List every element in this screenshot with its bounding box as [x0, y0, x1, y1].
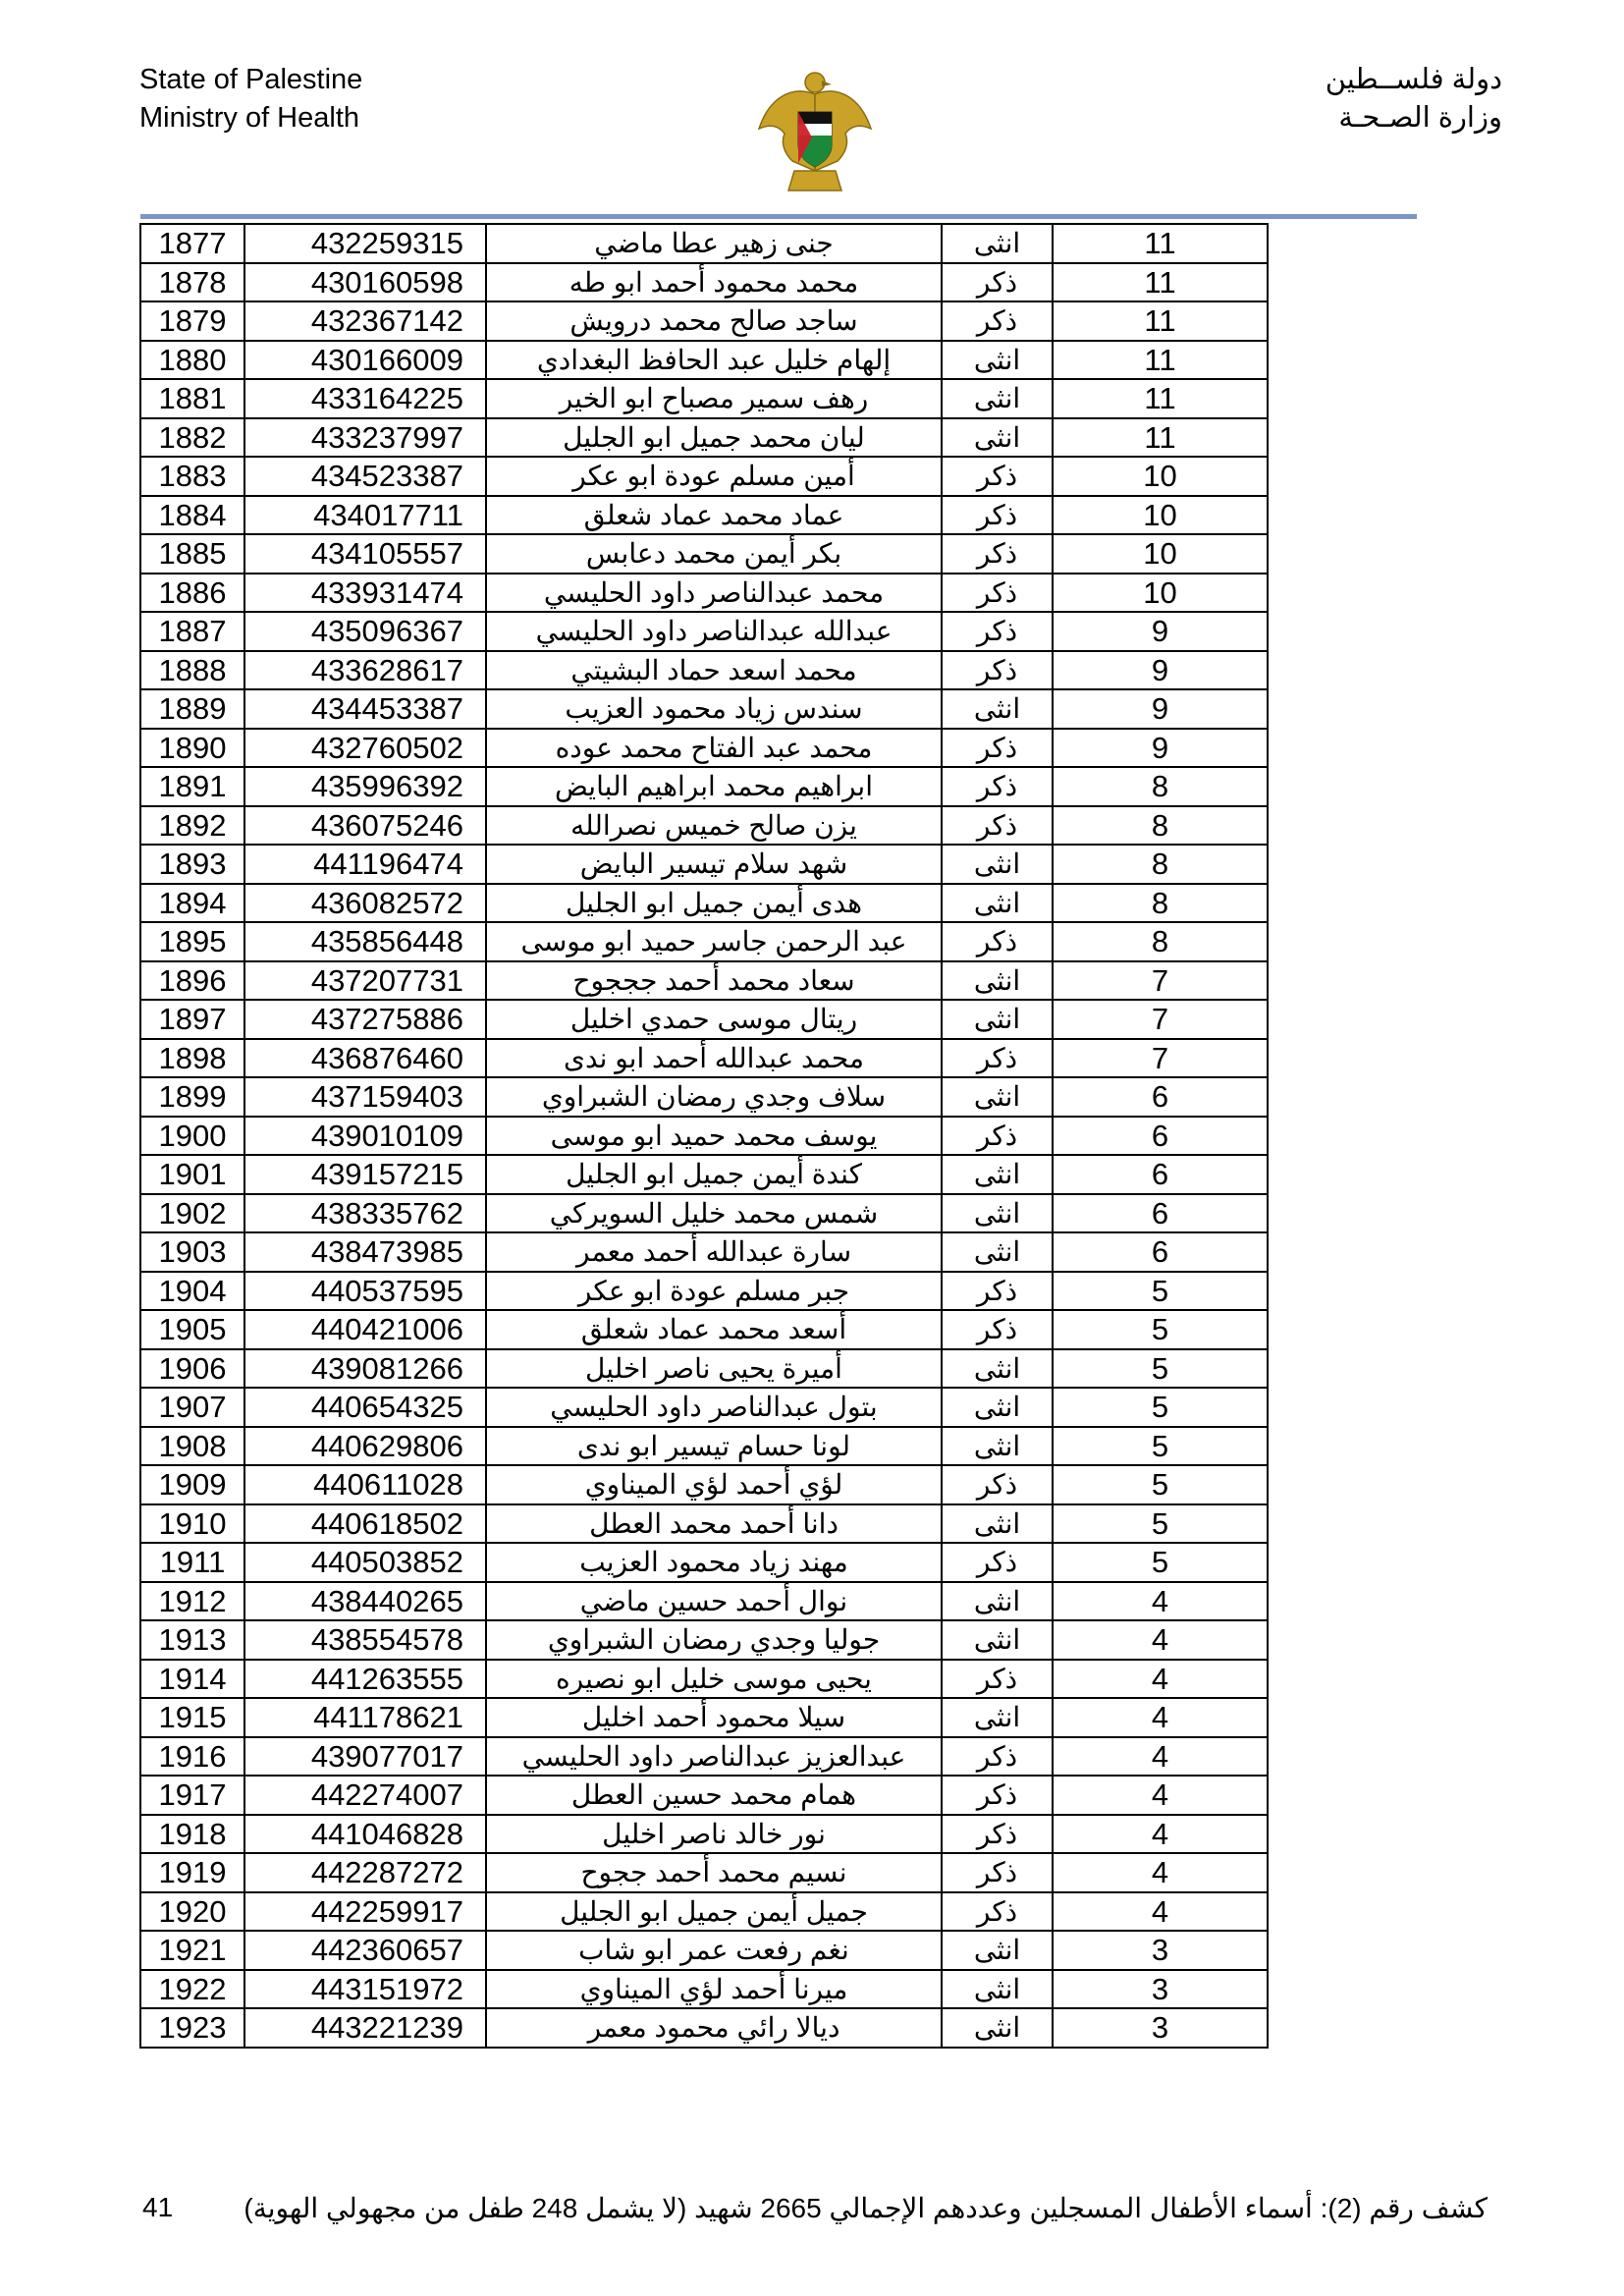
row-name: ميرنا أحمد لؤي الميناوي	[486, 1970, 942, 2009]
table-row	[140, 767, 1268, 806]
table-row	[140, 534, 1268, 574]
row-id-number: 437275886	[244, 1000, 486, 1039]
row-serial-number: 1906	[140, 1349, 244, 1389]
row-sex: انثى	[942, 1232, 1053, 1272]
row-name: محمد عبد الفتاح محمد عوده	[486, 729, 942, 768]
table-row	[140, 1815, 1268, 1854]
row-sex: انثى	[942, 341, 1053, 380]
row-name: همام محمد حسين العطل	[486, 1776, 942, 1815]
row-serial-number: 1897	[140, 1000, 244, 1039]
row-name: عبدالله عبدالناصر داود الحليسي	[486, 612, 942, 651]
row-id-number: 440629806	[244, 1427, 486, 1466]
row-sex: ذكر	[942, 1776, 1053, 1815]
row-age: 3	[1053, 1970, 1268, 2009]
row-age: 11	[1053, 224, 1268, 263]
header-english	[139, 61, 362, 137]
row-id-number: 434453387	[244, 689, 486, 729]
header-divider	[140, 214, 1417, 219]
row-age: 3	[1053, 1931, 1268, 1970]
row-serial-number: 1902	[140, 1194, 244, 1233]
row-id-number: 441046828	[244, 1815, 486, 1854]
row-serial-number: 1922	[140, 1970, 244, 2009]
row-age: 4	[1053, 1620, 1268, 1660]
row-serial-number: 1905	[140, 1310, 244, 1349]
table-row	[140, 263, 1268, 302]
row-sex: ذكر	[942, 1737, 1053, 1777]
row-serial-number: 1881	[140, 379, 244, 418]
row-sex: ذكر	[942, 651, 1053, 690]
row-age: 10	[1053, 574, 1268, 613]
row-age: 8	[1053, 806, 1268, 846]
row-age: 11	[1053, 379, 1268, 418]
row-age: 5	[1053, 1349, 1268, 1389]
row-sex: انثى	[942, 1427, 1053, 1466]
table-row	[140, 224, 1268, 263]
row-age: 4	[1053, 1892, 1268, 1932]
row-id-number: 435096367	[244, 612, 486, 651]
row-age: 9	[1053, 612, 1268, 651]
table-row	[140, 341, 1268, 380]
row-name: جبر مسلم عودة ابو عكر	[486, 1272, 942, 1311]
table-row	[140, 1737, 1268, 1777]
row-id-number: 432259315	[244, 224, 486, 263]
table-row	[140, 1970, 1268, 2009]
row-age: 8	[1053, 767, 1268, 806]
row-serial-number: 1921	[140, 1931, 244, 1970]
row-serial-number: 1882	[140, 418, 244, 458]
row-serial-number: 1890	[140, 729, 244, 768]
row-id-number: 432760502	[244, 729, 486, 768]
row-age: 3	[1053, 2008, 1268, 2048]
table-row	[140, 418, 1268, 458]
row-id-number: 435856448	[244, 922, 486, 961]
row-name: كندة أيمن جميل ابو الجليل	[486, 1155, 942, 1194]
row-name: نسيم محمد أحمد ججوح	[486, 1853, 942, 1892]
table-row	[140, 1660, 1268, 1699]
table-row	[140, 1892, 1268, 1932]
row-sex: ذكر	[942, 1039, 1053, 1078]
row-name: يحيى موسى خليل ابو نصيره	[486, 1660, 942, 1699]
table-row	[140, 1349, 1268, 1389]
row-id-number: 432367142	[244, 301, 486, 341]
row-serial-number: 1899	[140, 1077, 244, 1117]
row-serial-number: 1891	[140, 767, 244, 806]
row-id-number: 430160598	[244, 263, 486, 302]
row-sex: ذكر	[942, 1272, 1053, 1311]
row-sex: ذكر	[942, 612, 1053, 651]
table-row	[140, 651, 1268, 690]
row-sex: انثى	[942, 845, 1053, 884]
row-sex: ذكر	[942, 806, 1053, 846]
row-name: بكر أيمن محمد دعابس	[486, 534, 942, 574]
row-id-number: 442274007	[244, 1776, 486, 1815]
row-name: سندس زياد محمود العزيب	[486, 689, 942, 729]
row-serial-number: 1886	[140, 574, 244, 613]
table-row	[140, 612, 1268, 651]
row-sex: انثى	[942, 1000, 1053, 1039]
row-sex: ذكر	[942, 457, 1053, 496]
row-id-number: 440503852	[244, 1543, 486, 1582]
row-serial-number: 1880	[140, 341, 244, 380]
row-age: 10	[1053, 534, 1268, 574]
row-name: نغم رفعت عمر ابو شاب	[486, 1931, 942, 1970]
row-id-number: 433931474	[244, 574, 486, 613]
row-name: يزن صالح خميس نصرالله	[486, 806, 942, 846]
row-sex: انثى	[942, 1155, 1053, 1194]
row-serial-number: 1892	[140, 806, 244, 846]
row-id-number: 430166009	[244, 341, 486, 380]
row-name: إلهام خليل عبد الحافظ البغدادي	[486, 341, 942, 380]
row-name: جنى زهير عطا ماضي	[486, 224, 942, 263]
records-table-body	[140, 224, 1268, 2048]
row-sex: انثى	[942, 1582, 1053, 1621]
row-id-number: 437159403	[244, 1077, 486, 1117]
row-serial-number: 1923	[140, 2008, 244, 2048]
row-sex: انثى	[942, 1194, 1053, 1233]
row-name: ريتال موسى حمدي اخليل	[486, 1000, 942, 1039]
row-id-number: 439157215	[244, 1155, 486, 1194]
table-row	[140, 1000, 1268, 1039]
row-name: عبدالعزيز عبدالناصر داود الحليسي	[486, 1737, 942, 1777]
row-sex: انثى	[942, 1349, 1053, 1389]
row-serial-number: 1914	[140, 1660, 244, 1699]
row-id-number: 438335762	[244, 1194, 486, 1233]
row-sex: ذكر	[942, 1310, 1053, 1349]
table-row	[140, 1427, 1268, 1466]
row-id-number: 438440265	[244, 1582, 486, 1621]
row-sex: ذكر	[942, 1543, 1053, 1582]
row-name: لؤي أحمد لؤي الميناوي	[486, 1465, 942, 1504]
row-name: بتول عبدالناصر داود الحليسي	[486, 1388, 942, 1427]
table-row	[140, 1620, 1268, 1660]
row-age: 4	[1053, 1698, 1268, 1737]
page-number: 41	[142, 2192, 174, 2222]
row-name: هدى أيمن جميل ابو الجليل	[486, 884, 942, 923]
row-age: 8	[1053, 845, 1268, 884]
row-serial-number: 1893	[140, 845, 244, 884]
row-id-number: 442287272	[244, 1853, 486, 1892]
row-name: أميرة يحيى ناصر اخليل	[486, 1349, 942, 1389]
row-age: 5	[1053, 1388, 1268, 1427]
row-sex: ذكر	[942, 922, 1053, 961]
row-id-number: 438473985	[244, 1232, 486, 1272]
row-id-number: 441263555	[244, 1660, 486, 1699]
row-serial-number: 1884	[140, 496, 244, 535]
row-sex: ذكر	[942, 767, 1053, 806]
page-footer	[142, 2192, 1488, 2231]
row-serial-number: 1888	[140, 651, 244, 690]
row-id-number: 437207731	[244, 961, 486, 1001]
row-sex: ذكر	[942, 496, 1053, 535]
row-serial-number: 1901	[140, 1155, 244, 1194]
row-age: 5	[1053, 1272, 1268, 1311]
row-id-number: 440421006	[244, 1310, 486, 1349]
row-id-number: 443221239	[244, 2008, 486, 2048]
row-age: 6	[1053, 1117, 1268, 1156]
row-name: ابراهيم محمد ابراهيم البايض	[486, 767, 942, 806]
row-age: 8	[1053, 922, 1268, 961]
row-id-number: 439010109	[244, 1117, 486, 1156]
table-row	[140, 2008, 1268, 2048]
palestine-eagle-emblem	[751, 55, 879, 202]
row-serial-number: 1918	[140, 1815, 244, 1854]
row-id-number: 439077017	[244, 1737, 486, 1777]
table-row	[140, 1117, 1268, 1156]
row-name: يوسف محمد حميد ابو موسى	[486, 1117, 942, 1156]
row-name: دانا أحمد محمد العطل	[486, 1504, 942, 1544]
header-ministry-ar: وزارة الصـحـة	[1338, 102, 1502, 134]
row-age: 9	[1053, 651, 1268, 690]
table-row	[140, 1232, 1268, 1272]
row-age: 6	[1053, 1077, 1268, 1117]
row-name: جميل أيمن جميل ابو الجليل	[486, 1892, 942, 1932]
row-age: 9	[1053, 729, 1268, 768]
row-sex: ذكر	[942, 1853, 1053, 1892]
row-sex: انثى	[942, 379, 1053, 418]
row-name: محمد محمود أحمد ابو طه	[486, 263, 942, 302]
row-id-number: 440611028	[244, 1465, 486, 1504]
row-serial-number: 1895	[140, 922, 244, 961]
row-name: سلاف وجدي رمضان الشبراوي	[486, 1077, 942, 1117]
table-row	[140, 1310, 1268, 1349]
row-id-number: 440618502	[244, 1504, 486, 1544]
row-age: 5	[1053, 1427, 1268, 1466]
row-age: 6	[1053, 1194, 1268, 1233]
row-age: 8	[1053, 884, 1268, 923]
header-ministry-en: Ministry of Health	[139, 102, 360, 134]
table-row	[140, 1194, 1268, 1233]
row-serial-number: 1910	[140, 1504, 244, 1544]
table-row	[140, 1155, 1268, 1194]
table-row	[140, 806, 1268, 846]
row-name: رهف سمير مصباح ابو الخير	[486, 379, 942, 418]
table-row	[140, 301, 1268, 341]
row-name: عماد محمد عماد شعلق	[486, 496, 942, 535]
row-name: ساجد صالح محمد درويش	[486, 301, 942, 341]
row-age: 10	[1053, 457, 1268, 496]
row-id-number: 434523387	[244, 457, 486, 496]
row-serial-number: 1904	[140, 1272, 244, 1311]
row-age: 4	[1053, 1660, 1268, 1699]
row-sex: انثى	[942, 418, 1053, 458]
table-row	[140, 1504, 1268, 1544]
row-serial-number: 1889	[140, 689, 244, 729]
table-row	[140, 1388, 1268, 1427]
row-serial-number: 1909	[140, 1465, 244, 1504]
row-age: 11	[1053, 418, 1268, 458]
row-age: 4	[1053, 1776, 1268, 1815]
table-row	[140, 457, 1268, 496]
row-sex: ذكر	[942, 1465, 1053, 1504]
row-age: 5	[1053, 1504, 1268, 1544]
row-age: 6	[1053, 1232, 1268, 1272]
table-row	[140, 884, 1268, 923]
row-age: 11	[1053, 263, 1268, 302]
row-id-number: 433628617	[244, 651, 486, 690]
row-serial-number: 1878	[140, 263, 244, 302]
row-id-number: 433237997	[244, 418, 486, 458]
row-name: أمين مسلم عودة ابو عكر	[486, 457, 942, 496]
row-sex: انثى	[942, 1970, 1053, 2009]
row-serial-number: 1903	[140, 1232, 244, 1272]
row-sex: انثى	[942, 884, 1053, 923]
table-row	[140, 379, 1268, 418]
row-age: 11	[1053, 341, 1268, 380]
row-age: 4	[1053, 1582, 1268, 1621]
row-id-number: 434105557	[244, 534, 486, 574]
row-sex: ذكر	[942, 1815, 1053, 1854]
row-sex: انثى	[942, 1504, 1053, 1544]
row-age: 11	[1053, 301, 1268, 341]
row-name: مهند زياد محمود العزيب	[486, 1543, 942, 1582]
table-row	[140, 1077, 1268, 1117]
row-serial-number: 1919	[140, 1853, 244, 1892]
table-row	[140, 1931, 1268, 1970]
row-id-number: 435996392	[244, 767, 486, 806]
row-sex: ذكر	[942, 574, 1053, 613]
row-id-number: 443151972	[244, 1970, 486, 2009]
row-name: محمد عبدالناصر داود الحليسي	[486, 574, 942, 613]
row-age: 7	[1053, 961, 1268, 1001]
row-sex: انثى	[942, 961, 1053, 1001]
row-age: 5	[1053, 1465, 1268, 1504]
header-country-en: State of Palestine	[139, 64, 363, 95]
row-name: نوال أحمد حسين ماضي	[486, 1582, 942, 1621]
row-name: ليان محمد جميل ابو الجليل	[486, 418, 942, 458]
row-serial-number: 1885	[140, 534, 244, 574]
table-row	[140, 1543, 1268, 1582]
row-serial-number: 1908	[140, 1427, 244, 1466]
row-age: 4	[1053, 1815, 1268, 1854]
table-row	[140, 1853, 1268, 1892]
row-id-number: 442360657	[244, 1931, 486, 1970]
row-sex: ذكر	[942, 1892, 1053, 1932]
table-row	[140, 922, 1268, 961]
row-age: 7	[1053, 1039, 1268, 1078]
row-id-number: 436082572	[244, 884, 486, 923]
row-sex: انثى	[942, 1931, 1053, 1970]
row-serial-number: 1917	[140, 1776, 244, 1815]
table-row	[140, 1272, 1268, 1311]
row-serial-number: 1879	[140, 301, 244, 341]
row-sex: انثى	[942, 1620, 1053, 1660]
row-serial-number: 1915	[140, 1698, 244, 1737]
row-id-number: 442259917	[244, 1892, 486, 1932]
row-id-number: 434017711	[244, 496, 486, 535]
row-sex: انثى	[942, 689, 1053, 729]
records-table	[139, 223, 1269, 2049]
row-name: سيلا محمود أحمد اخليل	[486, 1698, 942, 1737]
row-name: أسعد محمد عماد شعلق	[486, 1310, 942, 1349]
row-serial-number: 1894	[140, 884, 244, 923]
row-sex: ذكر	[942, 729, 1053, 768]
row-serial-number: 1887	[140, 612, 244, 651]
row-name: عبد الرحمن جاسر حميد ابو موسى	[486, 922, 942, 961]
row-name: سعاد محمد أحمد جججوح	[486, 961, 942, 1001]
table-row	[140, 1776, 1268, 1815]
row-age: 6	[1053, 1155, 1268, 1194]
header-arabic	[1326, 61, 1502, 137]
row-name: شهد سلام تيسير البايض	[486, 845, 942, 884]
table-row	[140, 574, 1268, 613]
row-sex: ذكر	[942, 1117, 1053, 1156]
row-sex: انثى	[942, 1077, 1053, 1117]
row-id-number: 441196474	[244, 845, 486, 884]
row-age: 5	[1053, 1543, 1268, 1582]
row-serial-number: 1907	[140, 1388, 244, 1427]
row-serial-number: 1898	[140, 1039, 244, 1078]
row-id-number: 436876460	[244, 1039, 486, 1078]
row-id-number: 436075246	[244, 806, 486, 846]
row-sex: ذكر	[942, 1660, 1053, 1699]
row-serial-number: 1896	[140, 961, 244, 1001]
row-id-number: 438554578	[244, 1620, 486, 1660]
row-serial-number: 1911	[140, 1543, 244, 1582]
row-sex: انثى	[942, 2008, 1053, 2048]
table-row	[140, 961, 1268, 1001]
row-serial-number: 1913	[140, 1620, 244, 1660]
row-name: جوليا وجدي رمضان الشبراوي	[486, 1620, 942, 1660]
row-name: محمد اسعد حماد البشيتي	[486, 651, 942, 690]
row-serial-number: 1900	[140, 1117, 244, 1156]
header-country-ar: دولة فلســطين	[1325, 64, 1502, 95]
row-sex: ذكر	[942, 263, 1053, 302]
row-id-number: 441178621	[244, 1698, 486, 1737]
row-serial-number: 1912	[140, 1582, 244, 1621]
table-row	[140, 689, 1268, 729]
table-row	[140, 496, 1268, 535]
row-name: نور خالد ناصر اخليل	[486, 1815, 942, 1854]
row-id-number: 440654325	[244, 1388, 486, 1427]
row-name: سارة عبدالله أحمد معمر	[486, 1232, 942, 1272]
row-sex: انثى	[942, 1698, 1053, 1737]
row-age: 9	[1053, 689, 1268, 729]
row-sex: انثى	[942, 1388, 1053, 1427]
row-sex: ذكر	[942, 534, 1053, 574]
row-age: 4	[1053, 1737, 1268, 1777]
table-row	[140, 729, 1268, 768]
row-id-number: 433164225	[244, 379, 486, 418]
row-age: 4	[1053, 1853, 1268, 1892]
table-row	[140, 1582, 1268, 1621]
row-sex: ذكر	[942, 301, 1053, 341]
row-sex: انثى	[942, 224, 1053, 263]
row-age: 10	[1053, 496, 1268, 535]
row-name: ديالا رائي محمود معمر	[486, 2008, 942, 2048]
row-serial-number: 1877	[140, 224, 244, 263]
row-age: 7	[1053, 1000, 1268, 1039]
row-name: لونا حسام تيسير ابو ندى	[486, 1427, 942, 1466]
table-row	[140, 1465, 1268, 1504]
row-serial-number: 1883	[140, 457, 244, 496]
row-id-number: 440537595	[244, 1272, 486, 1311]
list-caption: كشف رقم (2): أسماء الأطفال المسجلين وعددهم الإجمالي 2665 شهيد (لا يشمل 248 طفل من مجهولي الهوية)	[244, 2193, 1488, 2223]
row-serial-number: 1920	[140, 1892, 244, 1932]
table-row	[140, 845, 1268, 884]
table-row	[140, 1698, 1268, 1737]
row-id-number: 439081266	[244, 1349, 486, 1389]
row-name: محمد عبدالله أحمد ابو ندى	[486, 1039, 942, 1078]
table-row	[140, 1039, 1268, 1078]
row-serial-number: 1916	[140, 1737, 244, 1777]
row-name: شمس محمد خليل السويركي	[486, 1194, 942, 1233]
row-age: 5	[1053, 1310, 1268, 1349]
